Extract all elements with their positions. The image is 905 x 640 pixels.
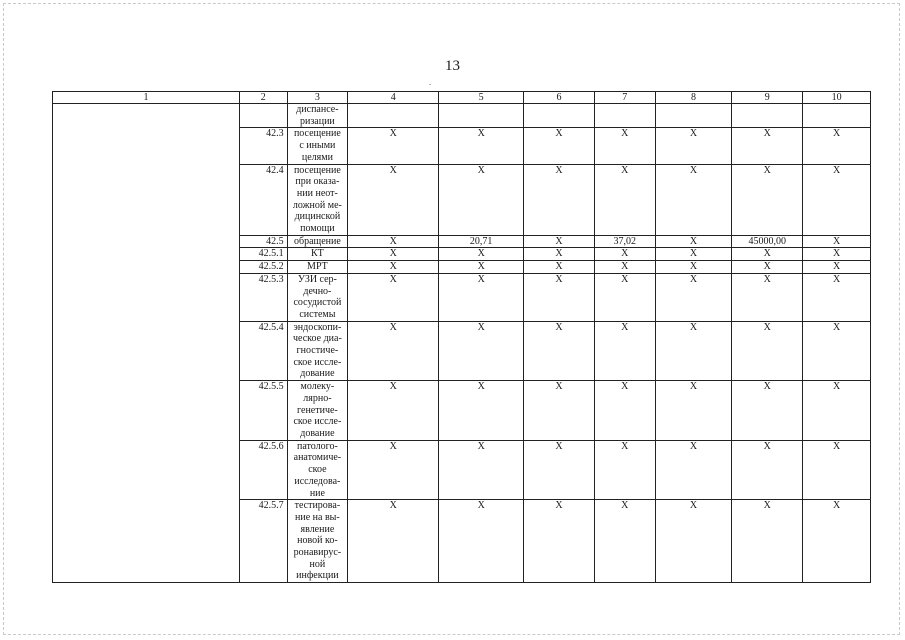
row-name: [287, 235, 348, 248]
row-name-line: анатомиче-: [293, 452, 342, 464]
value-cell: X: [348, 248, 439, 261]
value-cell: X: [594, 261, 655, 274]
value-cell: X: [348, 440, 439, 500]
data-table: [52, 91, 871, 583]
row-name: [287, 273, 348, 321]
value-cell: X: [594, 321, 655, 381]
value-cell: X: [348, 261, 439, 274]
row-code: 42.5.3: [240, 273, 288, 321]
value-cell: X: [803, 273, 871, 321]
value-cell: X: [524, 128, 595, 164]
row-name: [287, 500, 348, 583]
value-cell: X: [732, 261, 803, 274]
row-name-line: ронавирус-: [293, 547, 342, 559]
value-cell: X: [524, 261, 595, 274]
header-row: [53, 92, 871, 104]
row-name-line: исследова-: [294, 475, 341, 487]
scan-speck: .: [429, 77, 432, 87]
row-name: [287, 321, 348, 381]
value-cell: [655, 104, 732, 128]
row-code: 42.5.1: [240, 248, 288, 261]
value-cell: X: [348, 235, 439, 248]
value-cell: X: [594, 128, 655, 164]
value-cell: X: [655, 381, 732, 441]
value-cell: X: [439, 261, 524, 274]
row-name-line: лярно-: [303, 392, 332, 404]
value-cell: X: [655, 164, 732, 235]
row-name-line: КТ: [311, 248, 324, 260]
value-cell: X: [732, 321, 803, 381]
value-cell: X: [348, 321, 439, 381]
value-cell: X: [732, 381, 803, 441]
value-cell: X: [803, 500, 871, 583]
value-cell: X: [803, 440, 871, 500]
value-cell: 45000,00: [732, 235, 803, 248]
value-cell: X: [348, 164, 439, 235]
value-cell: X: [524, 321, 595, 381]
value-cell: X: [439, 128, 524, 164]
value-cell: X: [594, 381, 655, 441]
value-cell: X: [439, 164, 524, 235]
table-row: [53, 104, 871, 128]
value-cell: [439, 104, 524, 128]
value-cell: X: [655, 128, 732, 164]
value-cell: X: [803, 128, 871, 164]
row-name: [287, 128, 348, 164]
value-cell: X: [803, 248, 871, 261]
column-header: 3: [287, 92, 348, 104]
value-cell: X: [439, 381, 524, 441]
row-name-line: сосудистой: [293, 297, 342, 309]
row-name-line: генетиче-: [297, 404, 338, 416]
value-cell: X: [655, 273, 732, 321]
row-name: [287, 440, 348, 500]
value-cell: X: [655, 440, 732, 500]
row-name-line: ние на вы-: [295, 511, 340, 523]
value-cell: X: [732, 164, 803, 235]
row-name-line: явление: [300, 523, 335, 535]
row-code: 42.5.4: [240, 321, 288, 381]
column-header: 2: [240, 92, 288, 104]
value-cell: X: [524, 440, 595, 500]
row-name-line: ной: [309, 558, 326, 570]
row-code: [240, 104, 288, 128]
row-name-line: гностиче-: [296, 345, 339, 357]
value-cell: X: [594, 164, 655, 235]
value-cell: X: [803, 164, 871, 235]
value-cell: X: [348, 381, 439, 441]
value-cell: X: [655, 261, 732, 274]
value-cell: X: [524, 381, 595, 441]
row-name-line: эндоскопи-: [293, 321, 342, 333]
column-header: 5: [439, 92, 524, 104]
column-1-cell: [53, 104, 240, 583]
value-cell: X: [348, 273, 439, 321]
value-cell: X: [524, 248, 595, 261]
row-name-line: дование: [300, 427, 335, 439]
row-name-line: патолого-: [296, 440, 338, 452]
row-name-line: посещение: [293, 164, 341, 176]
value-cell: X: [524, 500, 595, 583]
row-name-line: тестирова-: [294, 500, 341, 512]
value-cell: X: [594, 500, 655, 583]
row-name-line: МРТ: [307, 261, 328, 273]
row-name-line: дицинской: [294, 211, 341, 223]
row-code: 42.5.5: [240, 381, 288, 441]
row-code: 42.4: [240, 164, 288, 235]
value-cell: X: [655, 500, 732, 583]
row-name-line: помощи: [300, 223, 335, 235]
value-cell: X: [732, 273, 803, 321]
value-cell: [348, 104, 439, 128]
value-cell: X: [439, 248, 524, 261]
column-header: 7: [594, 92, 655, 104]
row-code: 42.5.2: [240, 261, 288, 274]
row-name-line: ское: [308, 464, 327, 476]
value-cell: X: [803, 321, 871, 381]
row-name-line: нии неот-: [296, 187, 338, 199]
value-cell: [732, 104, 803, 128]
value-cell: X: [594, 248, 655, 261]
column-header: 1: [53, 92, 240, 104]
value-cell: X: [732, 248, 803, 261]
page-number: 13: [445, 58, 460, 74]
value-cell: 20,71: [439, 235, 524, 248]
column-header: 4: [348, 92, 439, 104]
row-name-line: ское иссле-: [293, 416, 342, 428]
value-cell: X: [594, 440, 655, 500]
column-header: 10: [803, 92, 871, 104]
row-code: 42.5.6: [240, 440, 288, 500]
value-cell: X: [803, 381, 871, 441]
row-name-line: дование: [300, 368, 335, 380]
value-cell: [524, 104, 595, 128]
row-name-line: новой ко-: [297, 535, 338, 547]
value-cell: X: [524, 273, 595, 321]
row-name: [287, 248, 348, 261]
value-cell: X: [439, 440, 524, 500]
value-cell: X: [348, 500, 439, 583]
value-cell: X: [655, 321, 732, 381]
value-cell: [594, 104, 655, 128]
row-name-line: молеку-: [300, 381, 335, 393]
row-name: [287, 261, 348, 274]
row-name: [287, 164, 348, 235]
row-name-line: ние: [309, 487, 325, 499]
row-name-line: посещение: [293, 128, 341, 140]
row-name-line: целями: [301, 151, 333, 163]
value-cell: X: [348, 128, 439, 164]
value-cell: X: [594, 273, 655, 321]
value-cell: [803, 104, 871, 128]
value-cell: X: [439, 321, 524, 381]
value-cell: X: [439, 500, 524, 583]
value-cell: X: [732, 500, 803, 583]
row-name-line: системы: [299, 308, 336, 320]
value-cell: X: [803, 235, 871, 248]
value-cell: X: [524, 235, 595, 248]
row-code: 42.3: [240, 128, 288, 164]
column-header: 6: [524, 92, 595, 104]
row-name-line: ризации: [299, 115, 335, 127]
value-cell: X: [655, 235, 732, 248]
value-cell: X: [732, 128, 803, 164]
row-name-line: с иными: [299, 140, 336, 152]
row-name-line: ское иссле-: [293, 356, 342, 368]
row-name-line: дечно-: [303, 285, 332, 297]
value-cell: X: [439, 273, 524, 321]
row-name-line: при оказа-: [295, 176, 340, 188]
row-name-line: УЗИ сер-: [297, 273, 337, 285]
column-header: 9: [732, 92, 803, 104]
row-name-line: диспансе-: [296, 104, 339, 115]
row-name: [287, 104, 348, 128]
value-cell: X: [655, 248, 732, 261]
row-name-line: инфекции: [296, 570, 339, 582]
column-header: 8: [655, 92, 732, 104]
row-code: 42.5: [240, 235, 288, 248]
row-name-line: обращение: [293, 235, 341, 247]
row-name-line: ложной ме-: [292, 199, 342, 211]
value-cell: X: [732, 440, 803, 500]
row-name: [287, 381, 348, 441]
row-code: 42.5.7: [240, 500, 288, 583]
value-cell: X: [524, 164, 595, 235]
value-cell: 37,02: [594, 235, 655, 248]
row-name-line: ческое диа-: [293, 333, 342, 345]
value-cell: X: [803, 261, 871, 274]
